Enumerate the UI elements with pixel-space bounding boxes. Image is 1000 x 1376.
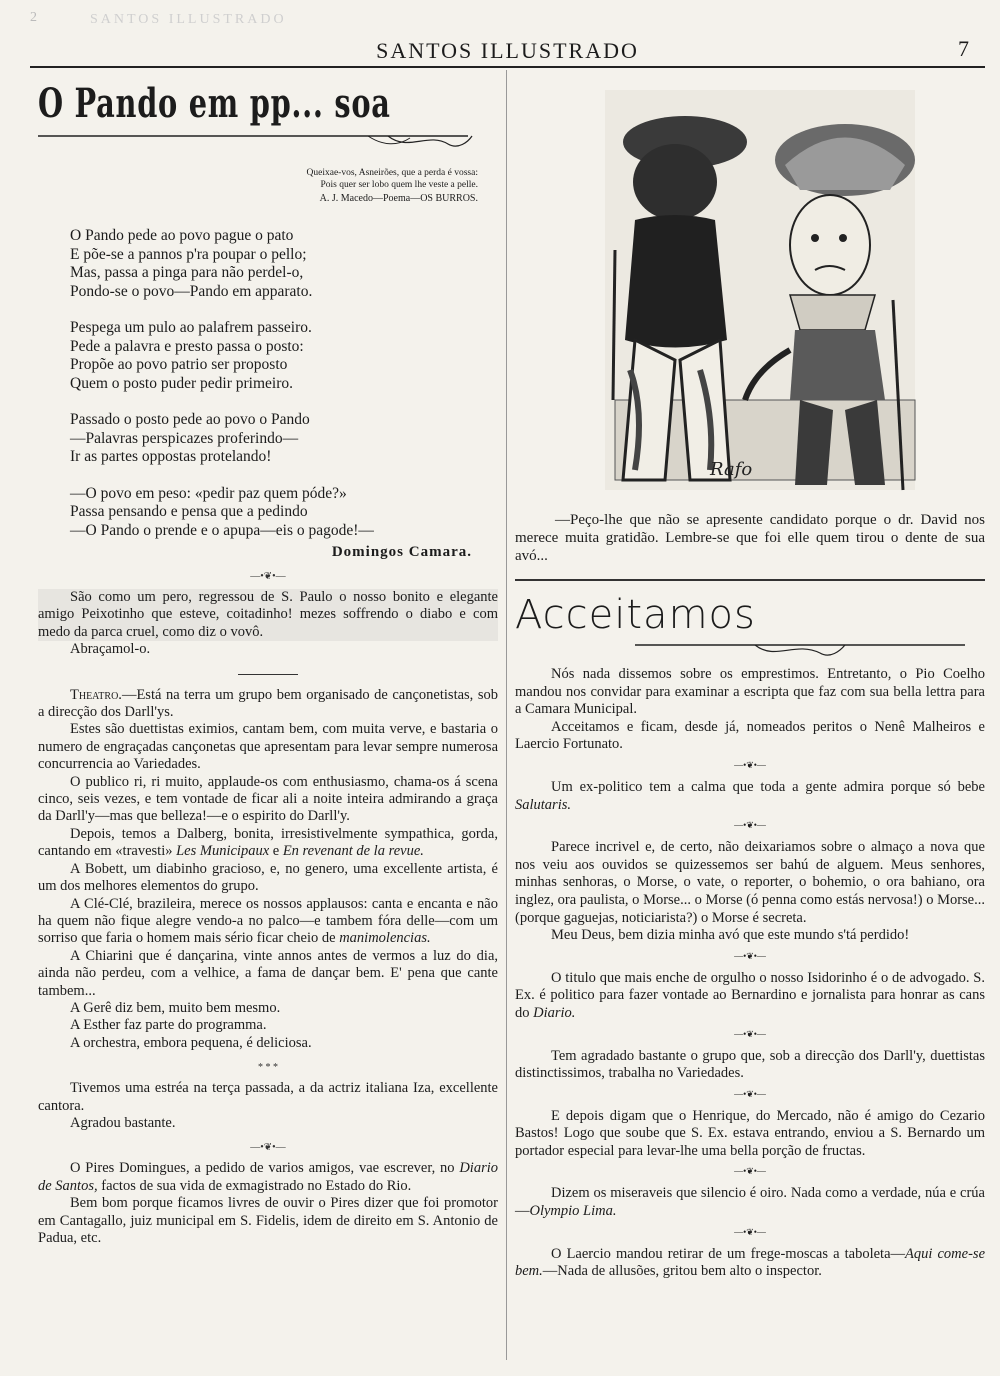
- verse-line: Pondo-se o povo—Pando em apparato.: [70, 282, 313, 300]
- silencio-paragraph: [515, 1185, 985, 1220]
- diario-italic: Diario.: [533, 1004, 576, 1021]
- laercio-text-end: —Nada de allusões, gritou bem alto o inspector.: [542, 1263, 822, 1280]
- taboleta-italic: Aqui come-se bem.: [515, 1245, 986, 1280]
- bobett-paragraph: A Bobett, um diabinho gracioso, e, no genero, uma excellente artista, é um dos melhores elementos do grupo.: [38, 860, 498, 895]
- peritos-paragraph: Acceitamos e ficam, desde já, nomeados peritos o Nenê Malheiros e Laercio Fortunato.: [515, 718, 985, 753]
- dalberg-song-1: Les Municipaux: [176, 843, 270, 860]
- poem-title: O Pando em pp... soa: [38, 80, 391, 127]
- cartoon-caption: —Peço-lhe que não se apresente candidato porque o dr. David nos merece muita gratidão. Lembre-se que foi elle quem tirou o dente de sua avó...: [515, 512, 985, 564]
- verse-line: Ir as partes oppostas protelando!: [70, 448, 272, 465]
- title-flourish-ornament: [635, 639, 965, 661]
- morse-paragraph: Parece incrivel e, de certo, não deixariamos sobre o almaço a nova que nos veiu aos ouvidos se quizessemos ser bahú de alguem. Meus senhores, minhas senhoras, o Morse, o vate, o reporter, o bohemio, o ora bahiano, ora inglez, ora paulista, o Morse... o Morse (ó penna como estás nervosa!) o Morse... (porque gaguejas, noticiarista?) o Morse é secreta.: [515, 839, 985, 926]
- verse-line: Passa pensando e pensa que a pedindo: [70, 503, 308, 520]
- dalberg-paragraph: [38, 826, 498, 861]
- title-flourish-ornament: [38, 130, 478, 152]
- right-column: [515, 70, 985, 1370]
- masthead-title: SANTOS ILLUSTRADO: [376, 38, 639, 63]
- epigraph-line-2: Pois quer ser lobo quem lhe veste a pelle.: [320, 180, 478, 190]
- cle-cle-italic: manimolencias.: [339, 930, 431, 947]
- column-divider: [506, 70, 507, 1360]
- olympio-italic: Olympio Lima.: [529, 1203, 617, 1220]
- esther-paragraph: A Esther faz parte do programma.: [70, 1017, 267, 1034]
- verse-line: Propõe ao povo patrio ser proposto: [70, 356, 288, 373]
- page-number: 7: [958, 36, 969, 61]
- epigraph: [38, 167, 498, 205]
- pires-paragraph: [38, 1160, 498, 1195]
- salutaris-text: Um ex-politico tem a calma que toda a gente admira porque só bebe: [551, 778, 985, 795]
- page-corner-mark: 2: [30, 10, 37, 25]
- meu-deus-paragraph: Meu Deus, bem dizia minha avó que este mundo s'tá perdido!: [551, 927, 910, 944]
- isidorinho-text: O titulo que mais enche de orgulho o nosso Isidorinho é o de advogado. S. Ex. é politico para fazer vontade ao Bernardino e jornalista para honrar as cans do: [515, 969, 985, 1021]
- ornament-separator: —•❦•—: [734, 1166, 766, 1177]
- stanza-4: [70, 485, 498, 541]
- asterism: * * *: [258, 1062, 278, 1074]
- epigraph-citation: A. J. Macedo—Poema—OS BURROS.: [319, 193, 478, 204]
- peixotinho-paragraph: São como um pero, regressou de S. Paulo o nosso bonito e elegante amigo Peixotinho que esteve, coitadinho! mezes soffrendo o diabo e com medo da parca cruel, como diz o vovô.: [38, 589, 498, 640]
- dalberg-conj: e: [269, 843, 283, 860]
- stanza-3: [70, 411, 498, 467]
- verse-line: Quem o posto puder pedir primeiro.: [70, 374, 293, 392]
- pires-text: O Pires Domingues, a pedido de varios amigos, vae escrever, no: [70, 1160, 460, 1177]
- page-header: [30, 10, 985, 68]
- verse-line: Passado o posto pede ao povo o Pando: [70, 411, 310, 428]
- dalberg-text: Depois, temos a Dalberg, bonita, irresistivelmente sympathica, gorda, cantando em «travesti»: [38, 825, 498, 860]
- ornament-separator: —•❦•—: [250, 1142, 286, 1154]
- publico-paragraph: O publico ri, ri muito, applaude-os com enthusiasmo, chama-os á scena cinco, seis vezes, e tem vontade de ficar ali a noite inteira admirando a graça da Darll'y—mas que belleza!—e o espirito do Darll'y.: [38, 773, 498, 825]
- gere-paragraph: A Gerê diz bem, muito bem mesmo.: [70, 999, 281, 1016]
- verse-line: Mas, passa a pinga para não perdel-o,: [70, 264, 304, 281]
- estrea-paragraph: Tivemos uma estréa na terça passada, a da actriz italiana Iza, excellente cantora.: [38, 1080, 498, 1114]
- ornament-separator: —•❦•—: [734, 820, 766, 831]
- cle-cle-paragraph: [38, 896, 498, 948]
- emprestimos-paragraph: Nós nada dissemos sobre os emprestimos. Entretanto, o Pio Coelho mandou nos convidar para examinar a escripta que faz com sua bella lettra para a Camara Municipal.: [515, 666, 985, 718]
- abracamol-line: Abraçamol-o.: [70, 641, 151, 658]
- theatro-label: Theatro.: [70, 686, 122, 703]
- ornament-separator: —•❦•—: [734, 759, 766, 770]
- cartoon-artist-signature: Rafo: [710, 459, 753, 480]
- bem-bom-paragraph: Bem bom porque ficamos livres de ouvir o Pires dizer que foi promotor em Cantagallo, juiz municipal em S. Fidelis, idem de direito em S. Antonio de Padua, etc.: [38, 1195, 498, 1246]
- ornament-separator: —•❦•—: [734, 950, 766, 961]
- dalberg-song-2: En revenant de la revue.: [282, 843, 424, 860]
- verse-line: Pede a palavra e presto passa o posto:: [70, 337, 304, 355]
- stanza-1: [70, 227, 498, 301]
- salutaris-paragraph: [515, 779, 985, 814]
- caricature-illustration: [515, 70, 985, 500]
- henrique-paragraph: E depois digam que o Henrique, do Mercado, não é amigo do Cezario Bastos! Logo que soube que S. Ex. estava entrando, enviou a S. Bernardo um portador especial para levar-lhe uma bella porção de fructas.: [515, 1107, 985, 1159]
- laercio-text: O Laercio mandou retirar de um frege-moscas a taboleta—: [551, 1245, 906, 1262]
- cle-cle-text: A Clé-Clé, brazileira, merece os nossos applausos: canta e encanta e não ha quem não fique alegre vendo-a no palco—e tambem fóra delle—com um sorriso que faria o homem mais sério ficar cheio de: [38, 895, 498, 947]
- verse-line: —Palavras perspicazes proferindo—: [70, 429, 299, 447]
- ornament-separator: —•❦•—: [250, 571, 286, 582]
- pires-text-end: factos de sua vida de exmagistrado no Estado do Rio.: [97, 1177, 412, 1194]
- theatro-text: —Está na terra um grupo bem organisado de cançonetistas, sob a direcção dos Darll'ys.: [38, 686, 498, 721]
- verse-line: O Pando pede ao povo pague o pato: [70, 227, 294, 244]
- verse-line: —O povo em peso: «pedir paz quem póde?»: [70, 484, 347, 502]
- orchestra-paragraph: A orchestra, embora pequena, é deliciosa.: [70, 1034, 312, 1051]
- salutaris-italic: Salutaris.: [515, 796, 571, 813]
- silencio-text: Dizem os miseraveis que silencio é oiro. Nada como a verdade, núa e crúa—: [515, 1185, 985, 1220]
- pires-italic: Diario de Santos,: [38, 1160, 498, 1194]
- isidorinho-paragraph: [515, 970, 985, 1023]
- agradou-paragraph: Agradou bastante.: [70, 1114, 176, 1131]
- rule-separator: [38, 669, 498, 681]
- theatro-paragraph: [38, 687, 498, 722]
- verse-line: Pespega um pulo ao palafrem passeiro.: [70, 319, 312, 336]
- bleed-through-text: SANTOS ILLUSTRADO: [90, 12, 287, 27]
- epigraph-line-1: Queixae-vos, Asneirões, que a perda é vossa:: [306, 168, 478, 178]
- duettistas-paragraph: Estes são duettistas eximios, cantam bem, com muita verve, e bastaria o numero de engraçadas cançonetas que apresentam para levar sempre numerosa concurrencia ao Variedades.: [38, 721, 498, 773]
- section-title: Acceitamos: [515, 592, 756, 638]
- grupo-paragraph: Tem agradado bastante o grupo que, sob a direcção dos Darll'y, duettistas distinctissimos, trabalha no Variedades.: [515, 1047, 985, 1082]
- ornament-separator: —•❦•—: [734, 1226, 766, 1237]
- poem-signature: Domingos Camara.: [331, 544, 472, 560]
- ornament-separator: —•❦•—: [734, 1028, 766, 1039]
- stanza-2: [70, 319, 498, 393]
- chiarini-paragraph: A Chiarini que é dançarina, vinte annos antes de vermos a luz do dia, ainda não perdeu, com a velhice, a fama de dançar bem. E' pena que cante tambem...: [38, 947, 498, 999]
- section-rule: [515, 579, 985, 581]
- ornament-separator: —•❦•—: [734, 1088, 766, 1099]
- laercio-paragraph: [515, 1246, 985, 1281]
- verse-line: E põe-se a pannos p'ra poupar o pello;: [70, 245, 307, 263]
- verse-line: —O Pando o prende e o apupa—eis o pagode!—: [70, 521, 374, 539]
- left-column: [38, 80, 498, 1370]
